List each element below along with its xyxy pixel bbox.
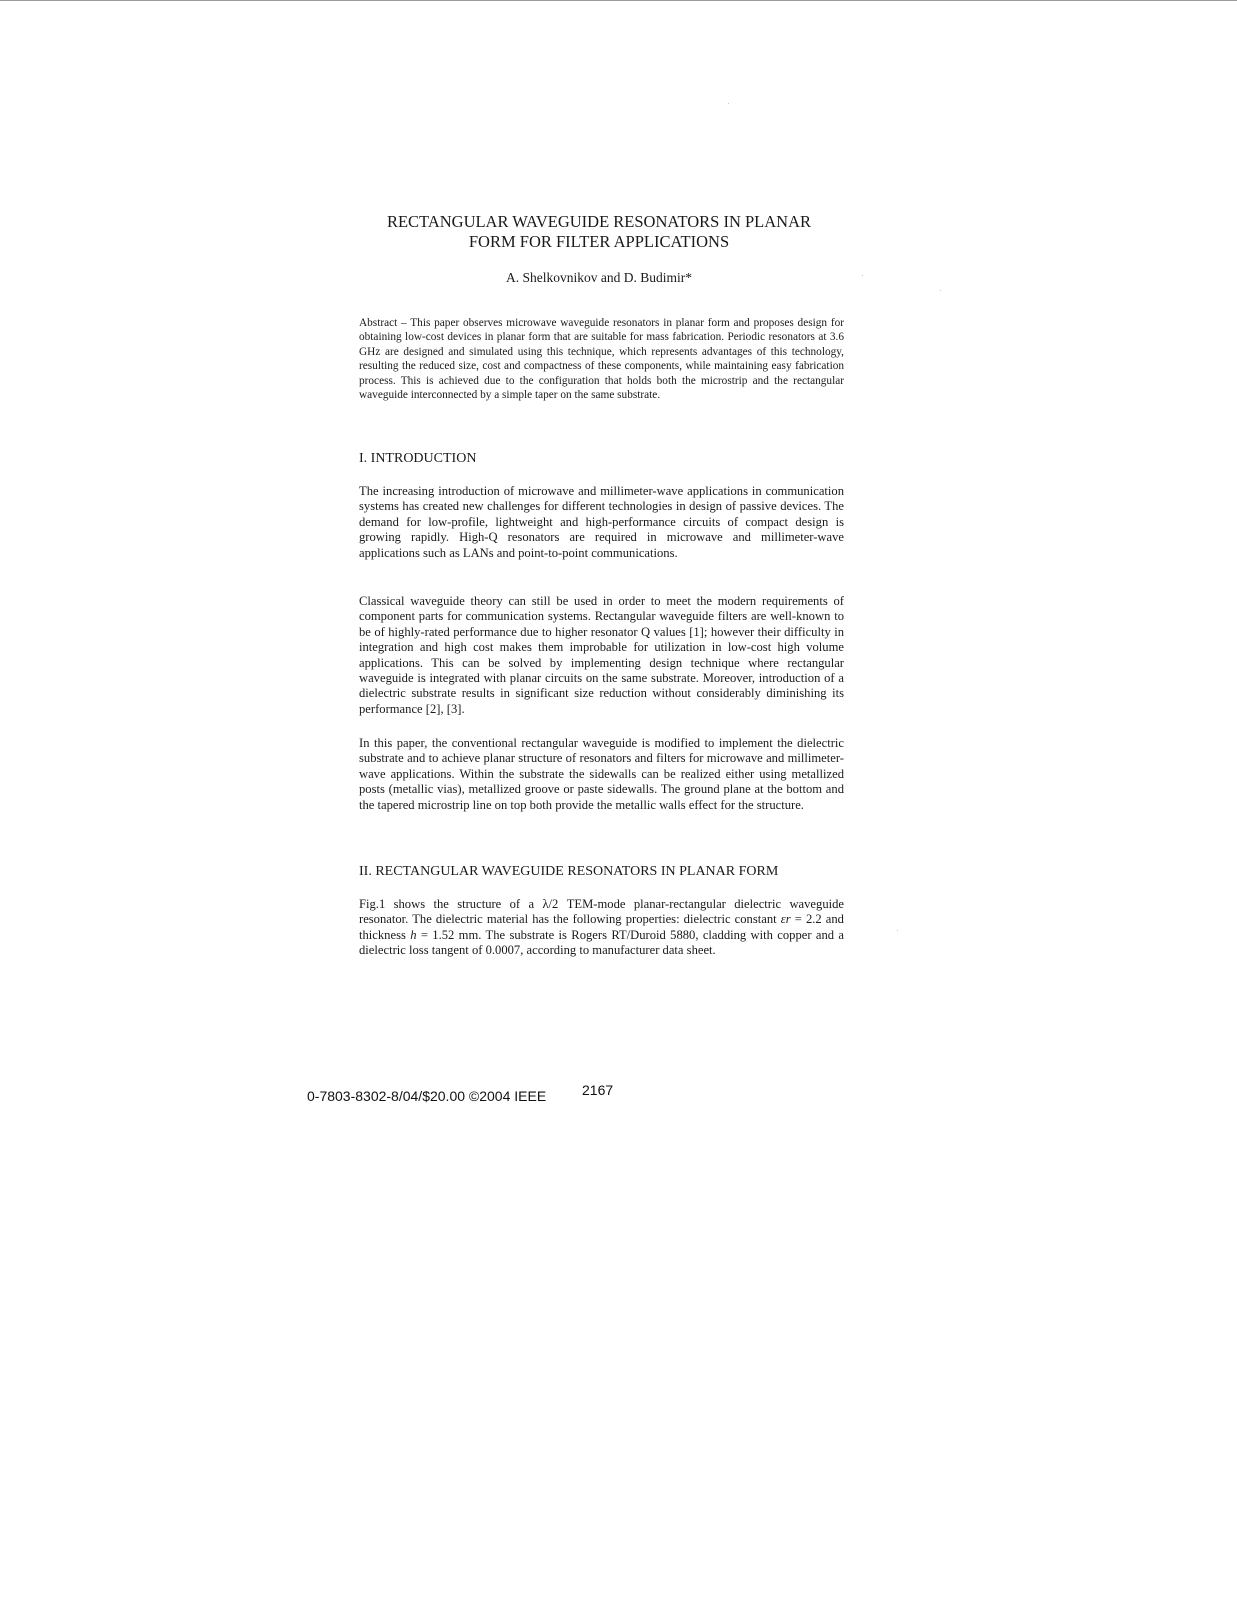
scan-speck — [862, 275, 863, 276]
scan-speck — [897, 930, 898, 931]
top-scan-border — [0, 0, 1237, 1]
authors: A. Shelkovnikov and D. Budimir* — [506, 270, 692, 285]
section2-text-b: = 2.2 and thickness — [359, 912, 844, 942]
section-heading-resonators: II. RECTANGULAR WAVEGUIDE RESONATORS IN PLANAR FORM — [359, 864, 779, 879]
scan-speck — [940, 290, 941, 291]
h-symbol: h — [410, 927, 417, 942]
section2-text-a: Fig.1 shows the structure of a λ/2 TEM-mode planar-rectangular dielectric waveguide resonator. The dielectric material has the following properties: dielectric constant — [359, 897, 844, 927]
section2-text-c: = 1.52 mm. The substrate is Rogers RT/Duroid 5880, cladding with copper and a dielectric loss tangent of 0.0007, according to manufacturer data sheet. — [359, 927, 844, 958]
epsilon-symbol: εr — [780, 912, 791, 927]
paper-title — [340, 212, 858, 252]
copyright-footer: 0-7803-8302-8/04/$20.00 ©2004 IEEE — [307, 1088, 547, 1104]
title-line-1: RECTANGULAR WAVEGUIDE RESONATORS IN PLANAR — [386, 212, 812, 231]
section-heading-introduction: I. INTRODUCTION — [359, 451, 477, 466]
page-number: 2167 — [582, 1082, 614, 1098]
intro-paragraph-1: The increasing introduction of microwave and millimeter-wave applications in communication systems has created new challenges for different technologies in design of passive devices. The demand for low-profile, lightweight and high-performance circuits of compact design is growing rapidly. High-Q resonators are required in microwave and millimeter-wave applications such as LANs and point-to-point communications. — [359, 484, 844, 560]
scan-speck — [728, 103, 729, 104]
section2-paragraph-1 — [359, 897, 844, 959]
title-line-2: FORM FOR FILTER APPLICATIONS — [468, 232, 730, 251]
intro-paragraph-2: Classical waveguide theory can still be used in order to meet the modern requirements of component parts for communication systems. Rectangular waveguide filters are well-known to be of highly-rated performance due to higher resonator Q values [1]; however their difficulty in integration and high cost makes them improbable for utilization in low-cost high volume applications. This can be solved by implementing design technique where rectangular waveguide is integrated with planar circuits on the same substrate. Moreover, introduction of a dielectric substrate results in significant size reduction without considerably diminishing its performance [2], [3]. — [359, 594, 844, 716]
intro-paragraph-3: In this paper, the conventional rectangular waveguide is modified to implement the dielectric substrate and to achieve planar structure of resonators and filters for microwave and millimeter-wave applications. Within the substrate the sidewalls can be realized either using metallized posts (metallic vias), metallized groove or paste sidewalls. The ground plane at the bottom and the tapered microstrip line on top both provide the metallic walls effect for the structure. — [359, 736, 844, 812]
abstract: Abstract – This paper observes microwave waveguide resonators in planar form and proposes design for obtaining low-cost devices in planar form that are suitable for mass fabrication. Periodic resonators at 3.6 GHz are designed and simulated using this technique, which represents advantages of this technology, resulting the reduced size, cost and compactness of these components, while maintaining easy fabrication process. This is achieved due to the configuration that holds both the microstrip and the rectangular waveguide interconnected by a simple taper on the same substrate. — [359, 317, 844, 402]
